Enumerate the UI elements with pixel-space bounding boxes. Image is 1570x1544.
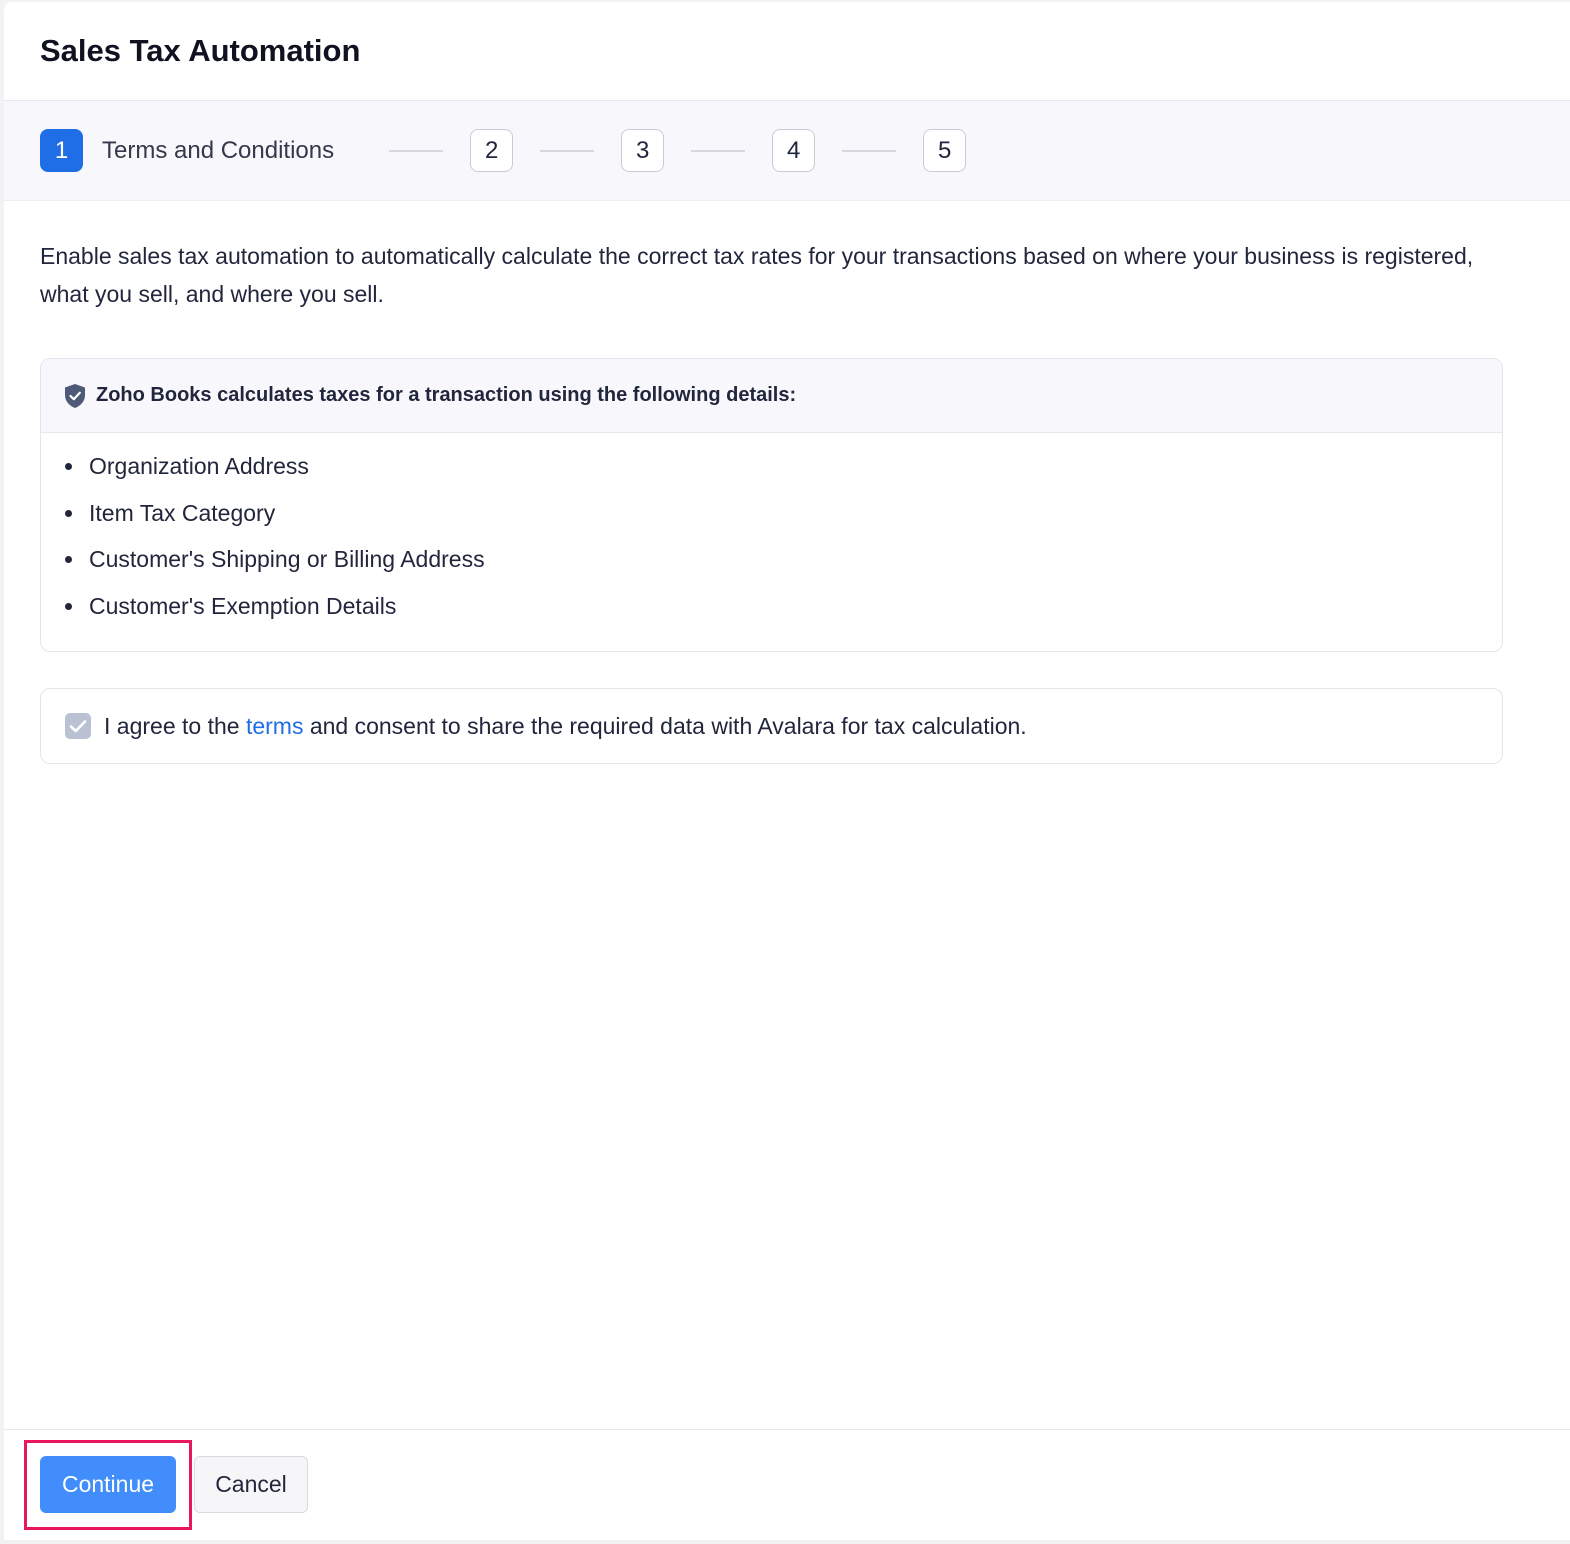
bullet bbox=[65, 556, 72, 563]
terms-link[interactable]: terms bbox=[245, 712, 304, 739]
tax-details-list bbox=[41, 433, 1502, 651]
step-connector bbox=[842, 150, 896, 152]
consent-text bbox=[104, 713, 1027, 740]
wizard-stepper bbox=[4, 101, 1570, 201]
list-item bbox=[65, 589, 1502, 636]
tax-details-card-header bbox=[41, 359, 1502, 433]
tax-details-card-heading: Zoho Books calculates taxes for a transaction using the following details: bbox=[96, 384, 797, 406]
step-connector bbox=[389, 150, 443, 152]
step-3-indicator: 3 bbox=[621, 129, 664, 172]
checkmark-icon bbox=[69, 719, 87, 733]
step-4-indicator: 4 bbox=[772, 129, 815, 172]
list-item bbox=[65, 542, 1502, 589]
tax-details-card bbox=[40, 358, 1503, 652]
consent-checkbox[interactable] bbox=[65, 713, 91, 739]
list-item-text: Customer's Exemption Details bbox=[89, 592, 397, 619]
bullet bbox=[65, 463, 72, 470]
list-item bbox=[65, 449, 1502, 496]
consent-row bbox=[40, 688, 1503, 764]
step-2-indicator: 2 bbox=[470, 129, 513, 172]
continue-button[interactable]: Continue bbox=[40, 1456, 176, 1513]
step-connector bbox=[540, 150, 594, 152]
bullet bbox=[65, 510, 72, 517]
step-5-indicator: 5 bbox=[923, 129, 966, 172]
list-item bbox=[65, 496, 1502, 543]
modal-body bbox=[4, 201, 1570, 764]
step-1-label: Terms and Conditions bbox=[102, 136, 335, 164]
consent-prefix: I agree to the bbox=[104, 712, 246, 739]
modal-footer bbox=[4, 1429, 1570, 1540]
list-item-text: Item Tax Category bbox=[89, 499, 276, 526]
bullet bbox=[65, 603, 72, 610]
cancel-button[interactable]: Cancel bbox=[194, 1456, 308, 1513]
step-connector bbox=[691, 150, 745, 152]
description-text: Enable sales tax automation to automatically calculate the correct tax rates for your transactions based on where your business is registered, what you sell, and where you sell. bbox=[40, 243, 1474, 307]
list-item-text: Customer's Shipping or Billing Address bbox=[89, 546, 485, 572]
step-1-indicator: 1 bbox=[40, 129, 83, 172]
list-item-text: Organization Address bbox=[89, 453, 309, 479]
sales-tax-automation-modal bbox=[4, 2, 1570, 1540]
consent-suffix: and consent to share the required data with Avalara for tax calculation. bbox=[303, 712, 1027, 739]
modal-header bbox=[4, 2, 1570, 101]
modal-title: Sales Tax Automation bbox=[40, 33, 361, 68]
shield-check-icon bbox=[63, 383, 87, 409]
